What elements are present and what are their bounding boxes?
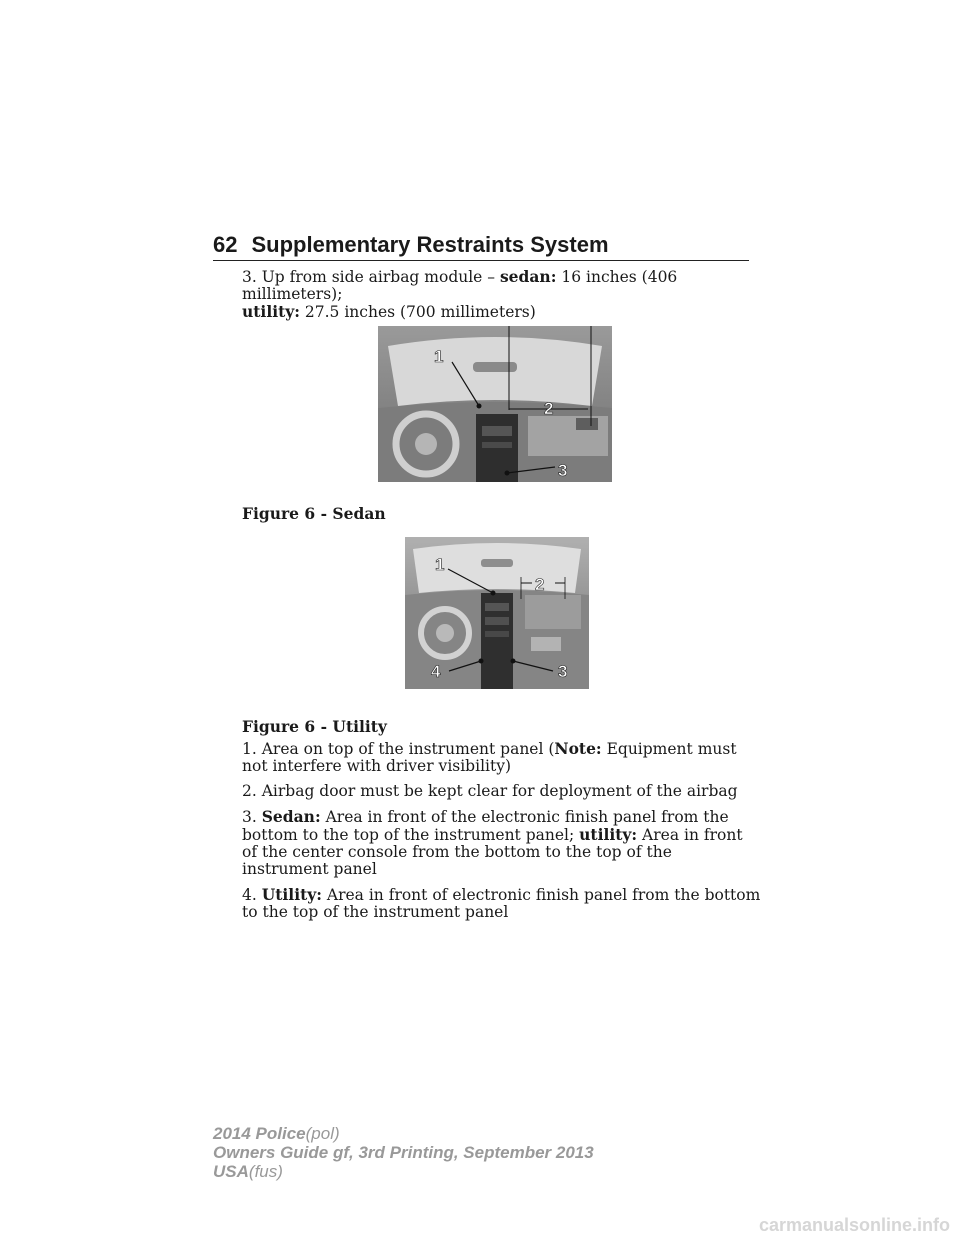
sedan-value: 16 inches (406 millimeters); — [242, 268, 678, 303]
sedan-figure-caption: Figure 6 - Sedan — [242, 504, 386, 523]
sedan-callout-1: 1 — [434, 347, 444, 366]
utility-value: 27.5 inches (700 millimeters) — [299, 303, 536, 321]
watermark: carmanualsonline.info — [758, 1215, 950, 1235]
utility-callout-1: 1 — [435, 555, 445, 574]
page-header — [213, 228, 749, 261]
list-item: 3. Sedan: Area in front of the electronic finish panel from the bottom to the top of the instrument panel; utility: Area in front of the center console from the bottom to the top of the instrument panel — [242, 807, 743, 878]
sedan-dashboard-figure — [378, 326, 612, 482]
section-title: Supplementary Restraints System — [251, 232, 609, 257]
list-item: 2. Airbag door must be kept clear for deployment of the airbag — [242, 782, 738, 800]
item-list — [242, 740, 762, 929]
utility-callout-2: 2 — [535, 575, 545, 594]
intro-text: 3. Up from side airbag module – — [242, 268, 500, 286]
list-item: 1. Area on top of the instrument panel (Note: Equipment must not interfere with driver visibility) — [242, 739, 737, 775]
utility-figure-caption: Figure 6 - Utility — [242, 717, 387, 736]
footer-model: 2014 Police — [213, 1124, 306, 1143]
footer-edition: Owners Guide gf, 3rd Printing, September 2013 — [213, 1143, 594, 1162]
utility-callout-4: 4 — [431, 662, 441, 681]
page-number: 62 — [213, 232, 238, 257]
utility-label: utility: — [242, 302, 300, 321]
utility-callout-3: 3 — [558, 662, 568, 681]
list-item: 4. Utility: Area in front of electronic finish panel from the bottom to the top of the instrument panel — [242, 885, 761, 921]
footer-market: USA — [213, 1162, 249, 1181]
sedan-callout-3: 3 — [558, 461, 568, 480]
utility-dashboard-figure — [405, 537, 589, 689]
intro-paragraph — [242, 268, 762, 329]
document-footer: 2014 Police(pol) Owners Guide gf, 3rd Printing, September 2013 USA(fus) — [213, 1124, 594, 1181]
sedan-label: sedan: — [499, 267, 557, 286]
sedan-callout-2: 2 — [544, 399, 554, 418]
